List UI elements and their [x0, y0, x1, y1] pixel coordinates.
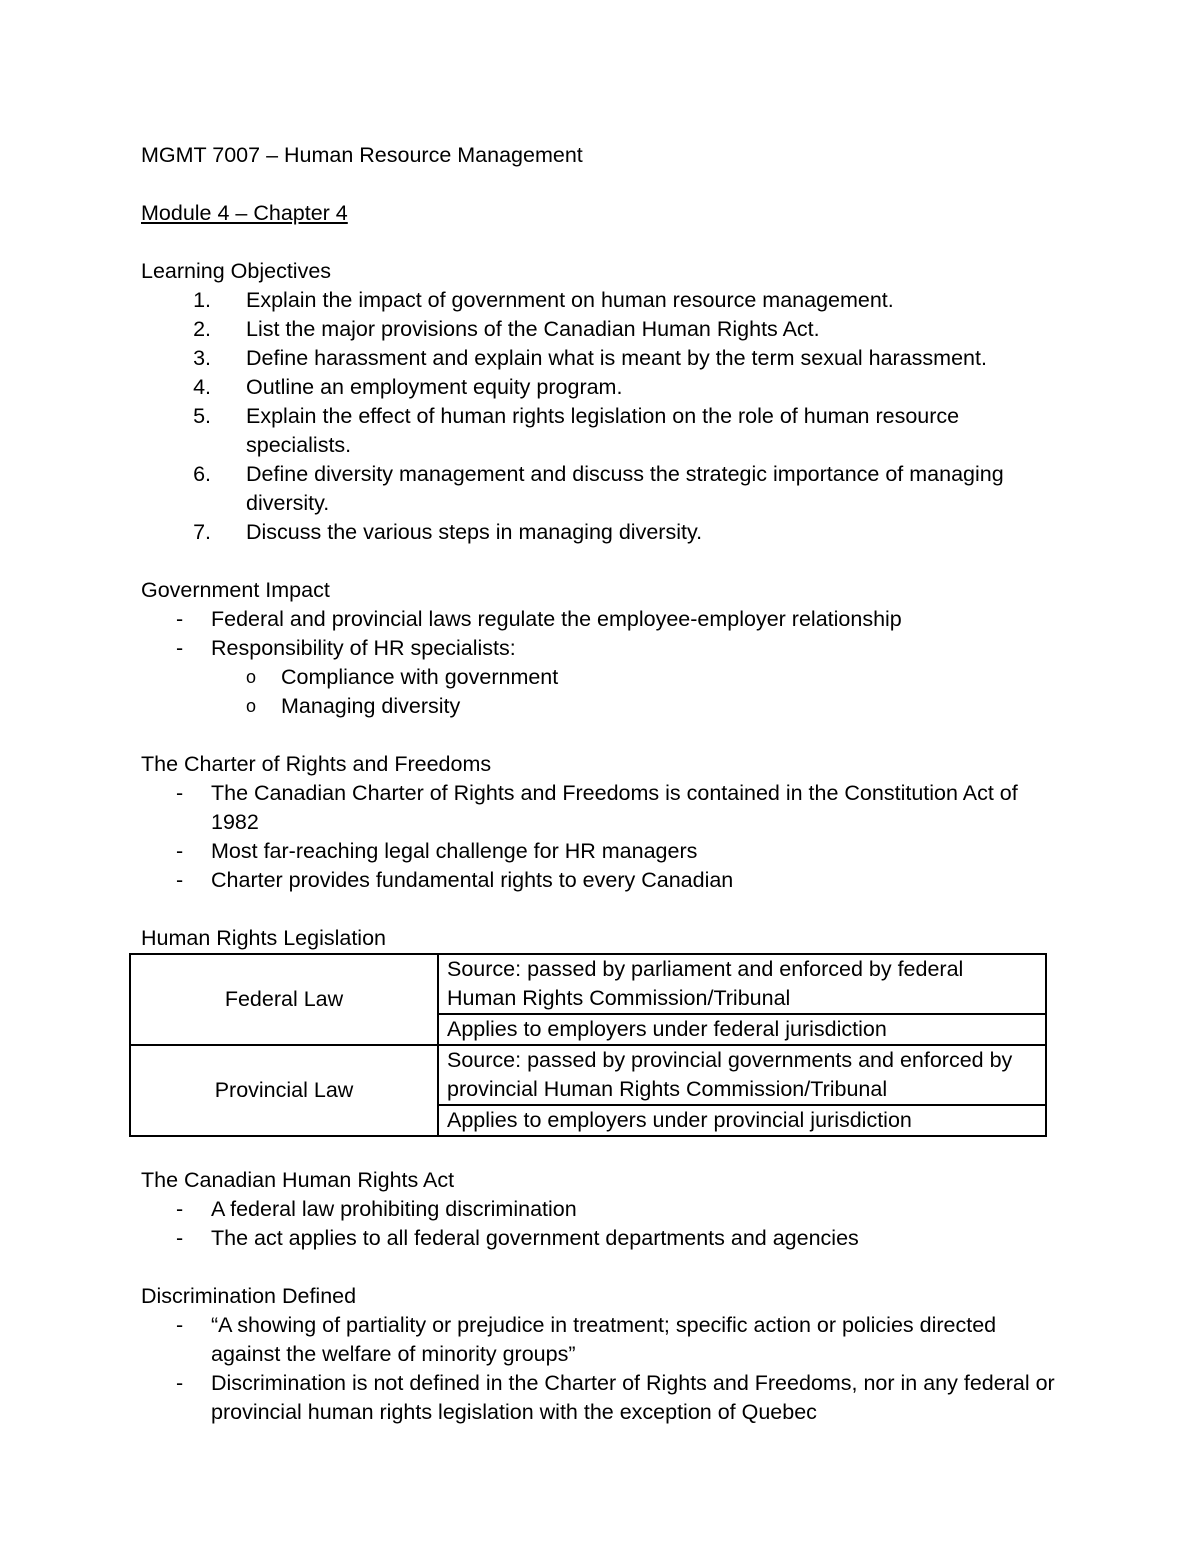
list-item: 2. List the major provisions of the Canadian Human Rights Act.: [193, 317, 820, 341]
hr-legislation-heading: Human Rights Legislation: [141, 926, 386, 950]
federal-law-cell: Federal Law: [130, 954, 438, 1045]
charter-heading: The Charter of Rights and Freedoms: [141, 752, 492, 776]
provincial-source-cell: Source: passed by provincial governments and enforced by provincial Human Rights Commission/Tribunal: [438, 1045, 1046, 1105]
list-item: - Federal and provincial laws regulate the employee-employer relationship: [176, 607, 902, 631]
list-item: - Responsibility of HR specialists:: [176, 636, 516, 660]
provincial-applies-cell: Applies to employers under provincial jurisdiction: [438, 1105, 1046, 1136]
list-item: o Compliance with government: [246, 665, 559, 689]
hr-responsibility-sublist: [141, 663, 1061, 721]
provincial-law-cell: Provincial Law: [130, 1045, 438, 1136]
document-page: [141, 141, 1061, 1427]
charter-list: [141, 779, 1061, 895]
list-item: 7. Discuss the various steps in managing diversity.: [193, 520, 703, 544]
list-item: - Charter provides fundamental rights to every Canadian: [176, 868, 734, 892]
list-item: - “A showing of partiality or prejudice in treatment; specific action or policies directed against the welfare of minority groups”: [176, 1313, 997, 1366]
table-row: [130, 1045, 1046, 1105]
government-impact-heading: Government Impact: [141, 578, 330, 602]
list-item: 4. Outline an employment equity program.: [193, 375, 623, 399]
government-impact-list: [141, 605, 1061, 663]
list-item: - A federal law prohibiting discrimination: [176, 1197, 577, 1221]
discrimination-list: [141, 1311, 1061, 1427]
discrimination-heading: Discrimination Defined: [141, 1284, 357, 1308]
list-item: 3. Define harassment and explain what is meant by the term sexual harassment.: [193, 346, 987, 370]
federal-applies-cell: Applies to employers under federal jurisdiction: [438, 1014, 1046, 1045]
list-item: 1. Explain the impact of government on human resource management.: [193, 288, 894, 312]
list-item: 5. Explain the effect of human rights legislation on the role of human resource specialists.: [193, 404, 960, 457]
list-item: 6. Define diversity management and discuss the strategic importance of managing diversity.: [193, 462, 1004, 515]
learning-objectives-list: [141, 286, 1061, 547]
federal-source-cell: Source: passed by parliament and enforced by federal Human Rights Commission/Tribunal: [438, 954, 1046, 1014]
list-item: - Most far-reaching legal challenge for HR managers: [176, 839, 698, 863]
list-item: - The act applies to all federal government departments and agencies: [176, 1226, 859, 1250]
chra-list: [141, 1195, 1061, 1253]
chra-heading: The Canadian Human Rights Act: [141, 1168, 455, 1192]
human-rights-legislation-table: [129, 953, 1047, 1137]
list-item: - Discrimination is not defined in the Charter of Rights and Freedoms, nor in any federal or provincial human rights legislation with the exception of Quebec: [176, 1371, 1055, 1424]
list-item: - The Canadian Charter of Rights and Freedoms is contained in the Constitution Act of 1982: [176, 781, 1018, 834]
module-title: Module 4 – Chapter 4: [141, 201, 348, 225]
course-title: MGMT 7007 – Human Resource Management: [141, 143, 583, 167]
table-row: [130, 954, 1046, 1014]
list-item: o Managing diversity: [246, 694, 461, 718]
learning-objectives-heading: Learning Objectives: [141, 259, 332, 283]
